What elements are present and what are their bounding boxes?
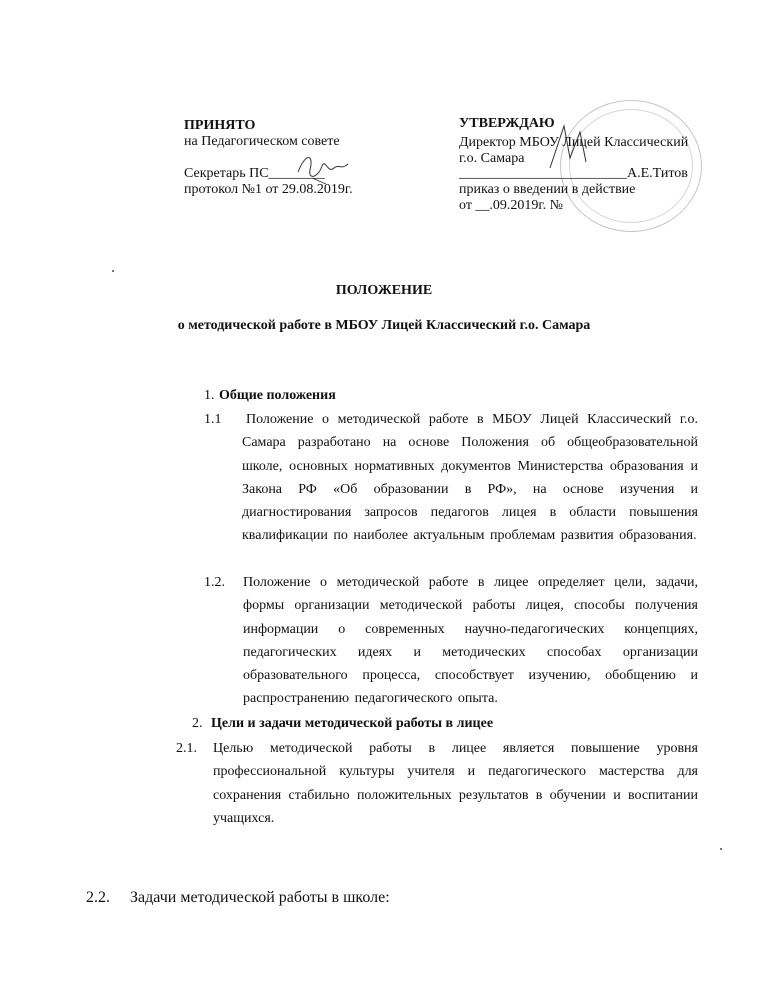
approve-title: УТВЕРЖДАЮ	[459, 116, 555, 131]
accepted-title: ПРИНЯТО	[184, 118, 256, 133]
secretary-signature	[292, 148, 352, 188]
section-2-heading: Цели и задачи методической работы в лицее	[211, 716, 494, 731]
scan-speck	[720, 848, 722, 850]
order-date-line: от __.09.2019г. №	[459, 198, 563, 213]
item-2-2-number: 2.2.	[86, 889, 110, 906]
item-2-2-text: Задачи методической работы в школе:	[130, 889, 390, 906]
item-2-1-number: 2.1.	[176, 741, 197, 756]
director-signature	[540, 118, 600, 178]
item-1-2-number: 1.2.	[204, 575, 225, 590]
item-2-1-text: Целью методической работы в лицее является повышение уровня профессиональной культуры учителя и педагогического мастерства для сохранения стабильно положительных результатов в обучении и воспитании учащихся.	[213, 741, 698, 826]
item-1-1-number: 1.1	[204, 412, 222, 427]
order-line: приказ о введении в действие	[459, 182, 636, 197]
document-subtitle: о методической работе в МБОУ Лицей Классический г.о. Самара	[177, 318, 591, 333]
accepted-council: на Педагогическом совете	[184, 134, 340, 149]
secretary-line: Секретарь ПС________	[184, 166, 325, 181]
city-line: г.о. Самара	[459, 151, 525, 166]
section-2-number: 2.	[192, 716, 203, 731]
section-1-number: 1.	[204, 388, 215, 403]
item-1-1-text: Положение о методической работе в МБОУ Лицей Классический г.о. Самара разработано на основе Положения об общеобразовательной школе, основных нормативных документов Министерства образования и Закона РФ «Об образовании в РФ», на основе изучения и диагностирования запросов педагогов лицея в области повышения квалификации по наиболее актуальным проблемам развития образования.	[242, 412, 698, 544]
document-title: ПОЛОЖЕНИЕ	[335, 283, 433, 298]
director-line: Директор МБОУ Лицей Классический	[459, 135, 689, 150]
scan-speck	[112, 270, 114, 272]
section-1-heading: Общие положения	[219, 388, 336, 403]
director-signature-line: ________________________А.Е.Титов	[459, 166, 688, 181]
protocol-line: протокол №1 от 29.08.2019г.	[184, 182, 353, 197]
item-1-2-text: Положение о методической работе в лицее определяет цели, задачи, формы организации методической работы лицея, способы получения информации о современных научно-педагогических концепциях, педагогических идеях и методических способах организации образовательного процесса, способствует изучению, обобщению и распространению педагогического опыта.	[243, 575, 698, 707]
